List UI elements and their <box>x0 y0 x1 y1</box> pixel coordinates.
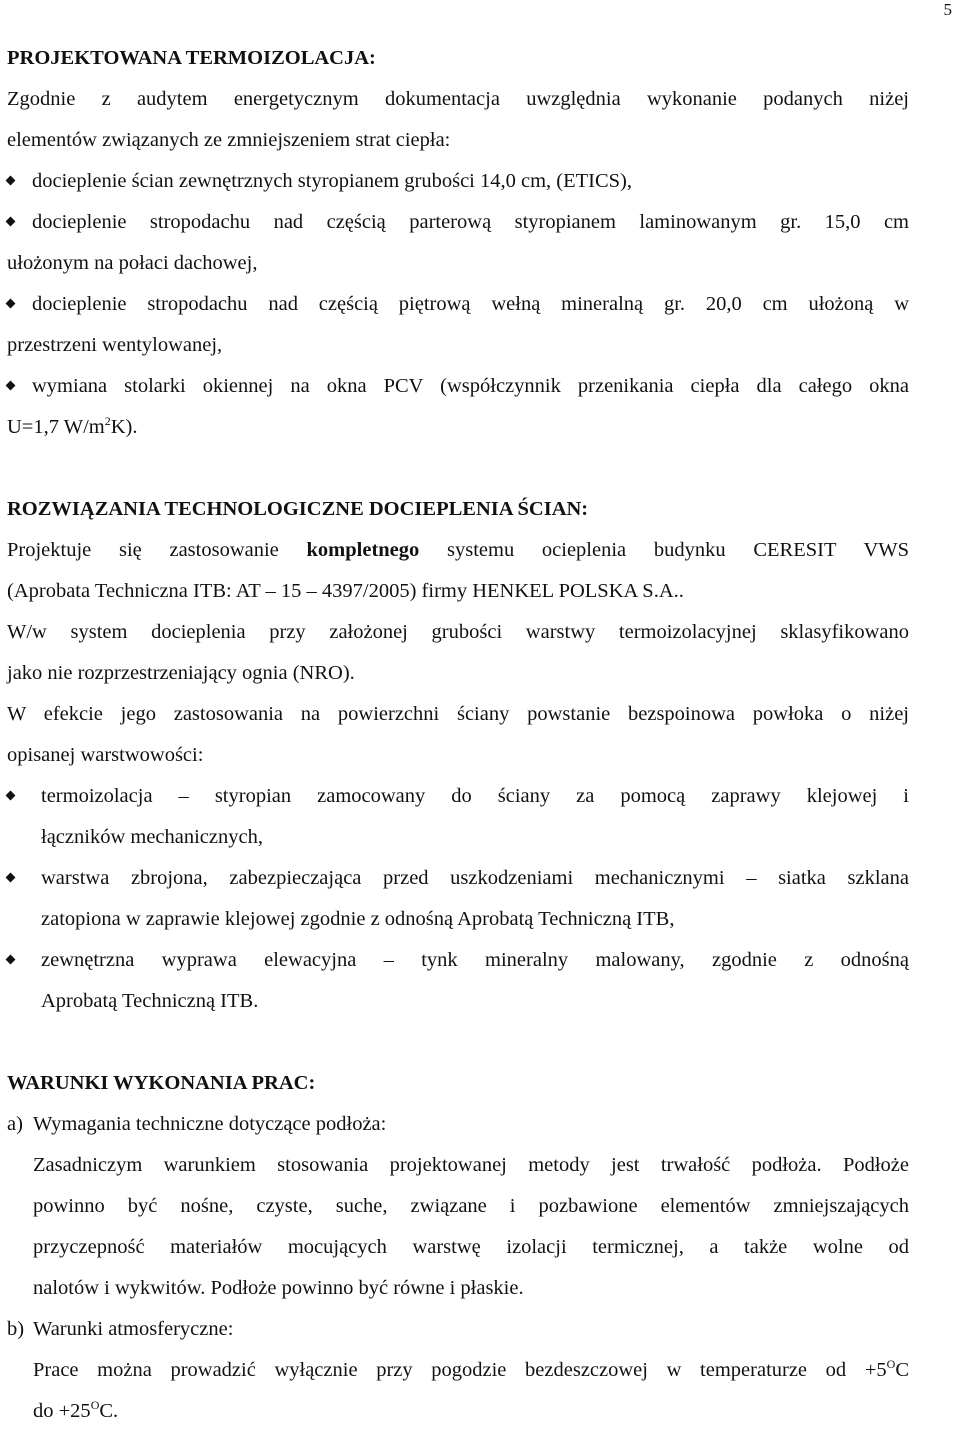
subsection-label: b) <box>7 1318 25 1340</box>
text-fragment: do +25 <box>33 1400 91 1422</box>
list-item <box>7 776 909 817</box>
list-item-text: warstwa zbrojona, zabezpieczająca przed uszkodzeniami mechanicznymi – siatka szklana <box>41 867 909 889</box>
superscript: 2 <box>104 414 111 428</box>
superscript: O <box>886 1357 896 1371</box>
paragraph-line: nalotów i wykwitów. Podłoże powinno być równe i płaskie. <box>33 1277 524 1299</box>
paragraph-line: (Aprobata Techniczna ITB: AT – 15 – 4397/2005) firmy HENKEL POLSKA S.A.. <box>7 580 684 602</box>
paragraph-line <box>7 1350 909 1391</box>
paragraph-line: jako nie rozprzestrzeniający ognia (NRO). <box>7 662 355 684</box>
text-u-value-end: K). <box>110 416 138 438</box>
list-item-continuation: Aprobatą Techniczną ITB. <box>41 990 259 1012</box>
paragraph-line: opisanej warstwowości: <box>7 744 204 766</box>
text-fragment: Prace można prowadzić wyłącznie przy pogodzie bezdeszczowej w temperaturze od +5 <box>33 1359 887 1381</box>
intro-line-1: Zgodnie z audytem energetycznym dokumentacja uwzględnia wykonanie podanych niżej <box>7 88 909 110</box>
text-u-value: U=1,7 W/m <box>7 416 105 438</box>
document-page <box>7 38 909 1432</box>
subsection-label: a) <box>7 1113 23 1135</box>
text-fragment: systemu ocieplenia budynku CERESIT VWS <box>447 539 910 561</box>
bullet-diamond-icon <box>6 176 16 186</box>
list-item <box>7 858 909 899</box>
intro-line-2: elementów związanych ze zmniejszeniem strat ciepła: <box>7 129 451 151</box>
list-item-continuation: zatopiona w zaprawie klejowej zgodnie z odnośną Aprobatą Techniczną ITB, <box>41 908 675 930</box>
list-item-text: docieplenie ścian zewnętrznych styropianem grubości 14,0 cm, (ETICS), <box>32 170 633 192</box>
list-item-text: docieplenie stropodachu nad częścią piętrową wełną mineralną gr. 20,0 cm ułożoną w <box>32 293 909 315</box>
paragraph-line: przyczepność materiałów mocujących warstwę izolacji termicznej, a także wolne od <box>33 1236 909 1258</box>
section-heading-rozwiazania: ROZWIĄZANIA TECHNOLOGICZNE DOCIEPLENIA ŚCIAN: <box>7 498 589 520</box>
section-heading-termoizolacja: PROJEKTOWANA TERMOIZOLACJA: <box>7 47 376 69</box>
bullet-diamond-icon <box>6 299 16 309</box>
list-item-text: zewnętrzna wyprawa elewacyjna – tynk mineralny malowany, zgodnie z odnośną <box>41 949 909 971</box>
section-heading-warunki: WARUNKI WYKONANIA PRAC: <box>7 1072 316 1094</box>
list-item-continuation: łączników mechanicznych, <box>41 826 263 848</box>
paragraph-line <box>7 530 909 571</box>
text-fragment: Projektuje się zastosowanie <box>7 539 279 561</box>
list-item-continuation: ułożonym na połaci dachowej, <box>7 252 258 274</box>
list-item-text: wymiana stolarki okiennej na okna PCV (współczynnik przenikania ciepła dla całego okna <box>32 375 909 397</box>
list-item <box>7 366 909 407</box>
paragraph-line: W/w system docieplenia przy założonej grubości warstwy termoizolacyjnej sklasyfikowano <box>7 621 909 643</box>
page-number: 5 <box>943 0 952 19</box>
subsection-b <box>7 1309 909 1350</box>
text-fragment: C. <box>99 1400 119 1422</box>
bullet-diamond-icon <box>6 791 16 801</box>
list-item-continuation: przestrzeni wentylowanej, <box>7 334 223 356</box>
bullet-diamond-icon <box>6 873 16 883</box>
list-item-text: termoizolacja – styropian zamocowany do ściany za pomocą zaprawy klejowej i <box>41 785 909 807</box>
paragraph-line: W efekcie jego zastosowania na powierzchni ściany powstanie bezspoinowa powłoka o niżej <box>7 703 909 725</box>
bullet-diamond-icon <box>6 955 16 965</box>
list-item-text: docieplenie stropodachu nad częścią parterową styropianem laminowanym gr. 15,0 cm <box>32 211 909 233</box>
bold-text: kompletnego <box>306 539 420 561</box>
bullet-diamond-icon <box>6 381 16 391</box>
text-fragment: C <box>895 1359 909 1381</box>
subsection-title: Warunki atmosferyczne: <box>33 1318 234 1340</box>
paragraph-line <box>7 1391 909 1432</box>
list-item <box>7 202 909 243</box>
superscript: O <box>90 1398 100 1412</box>
list-item <box>7 940 909 981</box>
list-item-continuation <box>7 407 909 448</box>
list-item <box>7 161 909 202</box>
list-item <box>7 284 909 325</box>
subsection-title: Wymagania techniczne dotyczące podłoża: <box>33 1113 387 1135</box>
bullet-diamond-icon <box>6 217 16 227</box>
subsection-a <box>7 1104 909 1145</box>
paragraph-line: powinno być nośne, czyste, suche, związane i pozbawione elementów zmniejszających <box>33 1195 909 1217</box>
paragraph-line: Zasadniczym warunkiem stosowania projektowanej metody jest trwałość podłoża. Podłoże <box>33 1154 909 1176</box>
